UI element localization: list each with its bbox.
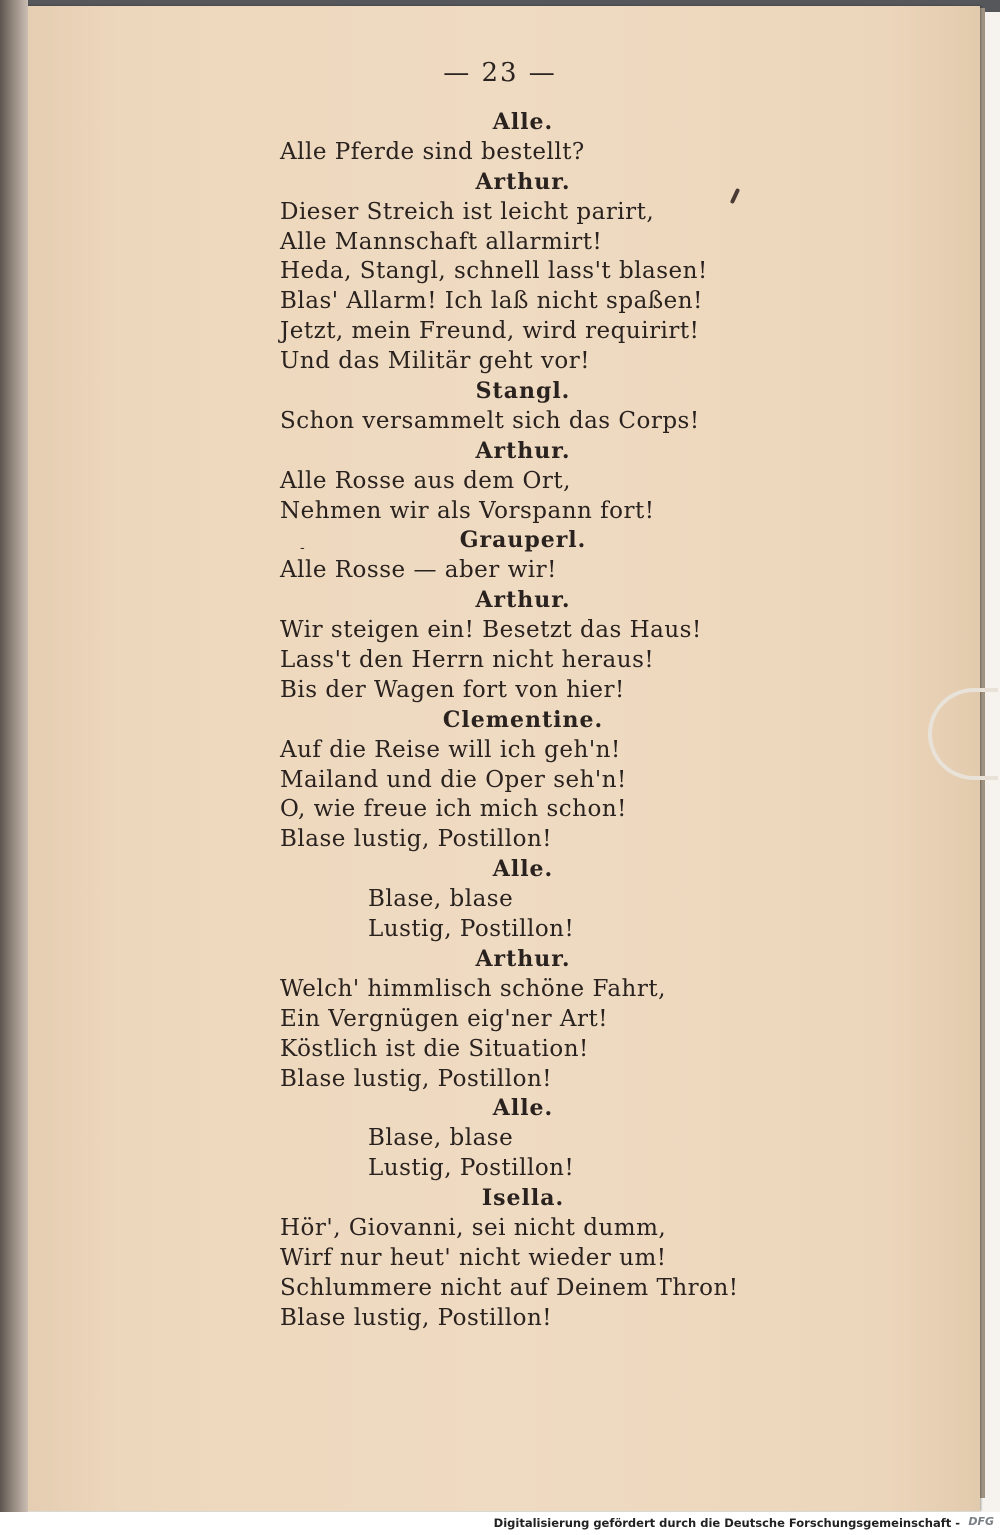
- verse-line: Alle Mannschaft allarmirt!: [280, 228, 603, 255]
- verse-line: Auf die Reise will ich geh'n!: [280, 736, 621, 763]
- verse-line-indented: Lustig, Postillon!: [368, 1155, 575, 1182]
- verse-line: Welch' himmlisch schöne Fahrt,: [280, 975, 666, 1002]
- verse-line: Lass't den Herrn nicht heraus!: [280, 647, 655, 674]
- verse-line: Wir steigen ein! Besetzt das Haus!: [280, 617, 702, 644]
- verse-line-indented: Lustig, Postillon!: [368, 916, 575, 943]
- speaker-name: Alle.: [492, 109, 554, 135]
- footer-credit: Digitalisierung gefördert durch die Deutsche Forschungsgemeinschaft -: [493, 1516, 960, 1530]
- speaker-name: Stangl.: [475, 378, 571, 405]
- speaker-name: Arthur.: [475, 587, 571, 614]
- speaker-name: Grauperl.: [459, 527, 587, 554]
- speaker-name: Arthur.: [475, 168, 571, 195]
- verse-line: Alle Rosse — aber wir!: [280, 557, 557, 584]
- verse-line: Köstlich ist die Situation!: [280, 1035, 589, 1062]
- verse-line: Schlummere nicht auf Deinem Thron!: [280, 1274, 739, 1301]
- verse-line: Schon versammelt sich das Corps!: [280, 407, 700, 434]
- verse-line: Wirf nur heut' nicht wieder um!: [280, 1244, 667, 1271]
- book-spine: [0, 0, 28, 1535]
- verse-line: Blase lustig, Postillon!: [280, 826, 553, 853]
- verse-line: Dieser Streich ist leicht parirt,: [280, 198, 655, 225]
- verse-line: Mailand und die Oper seh'n!: [280, 766, 627, 793]
- speaker-name: Clementine.: [442, 706, 604, 733]
- verse-line: Jetzt, mein Freund, wird requirirt!: [280, 318, 700, 345]
- verse-line: Blase lustig, Postillon!: [280, 1065, 553, 1092]
- libretto-text: [278, 108, 748, 1334]
- stray-mark: -: [300, 540, 305, 556]
- speaker-name: Isella.: [481, 1185, 565, 1212]
- verse-line: Alle Pferde sind bestellt?: [280, 138, 585, 165]
- verse-line: Blase lustig, Postillon!: [280, 1304, 553, 1331]
- dfg-logo: DFG: [968, 1515, 994, 1528]
- verse-line: Alle Rosse aus dem Ort,: [280, 467, 571, 494]
- page-number: — 23 —: [443, 58, 557, 88]
- verse-line: Nehmen wir als Vorspann fort!: [280, 497, 655, 524]
- verse-line: Hör', Giovanni, sei nicht dumm,: [280, 1214, 667, 1241]
- verse-line: Ein Vergnügen eig'ner Art!: [280, 1005, 609, 1032]
- verse-line-indented: Blase, blase: [368, 1125, 514, 1152]
- verse-line: Heda, Stangl, schnell lass't blasen!: [280, 258, 708, 285]
- footer-bar: [0, 1512, 1000, 1535]
- speaker-name: Alle.: [492, 856, 554, 883]
- verse-line: Und das Militär geht vor!: [280, 348, 590, 375]
- speaker-name: Alle.: [492, 1095, 554, 1122]
- verse-line: O, wie freue ich mich schon!: [280, 796, 627, 823]
- verse-line-indented: Blase, blase: [368, 886, 514, 913]
- speaker-name: Arthur.: [475, 945, 571, 972]
- speaker-name: Arthur.: [475, 437, 571, 464]
- verse-line: Blas' Allarm! Ich laß nicht spaßen!: [280, 288, 703, 315]
- verse-line: Bis der Wagen fort von hier!: [280, 676, 625, 703]
